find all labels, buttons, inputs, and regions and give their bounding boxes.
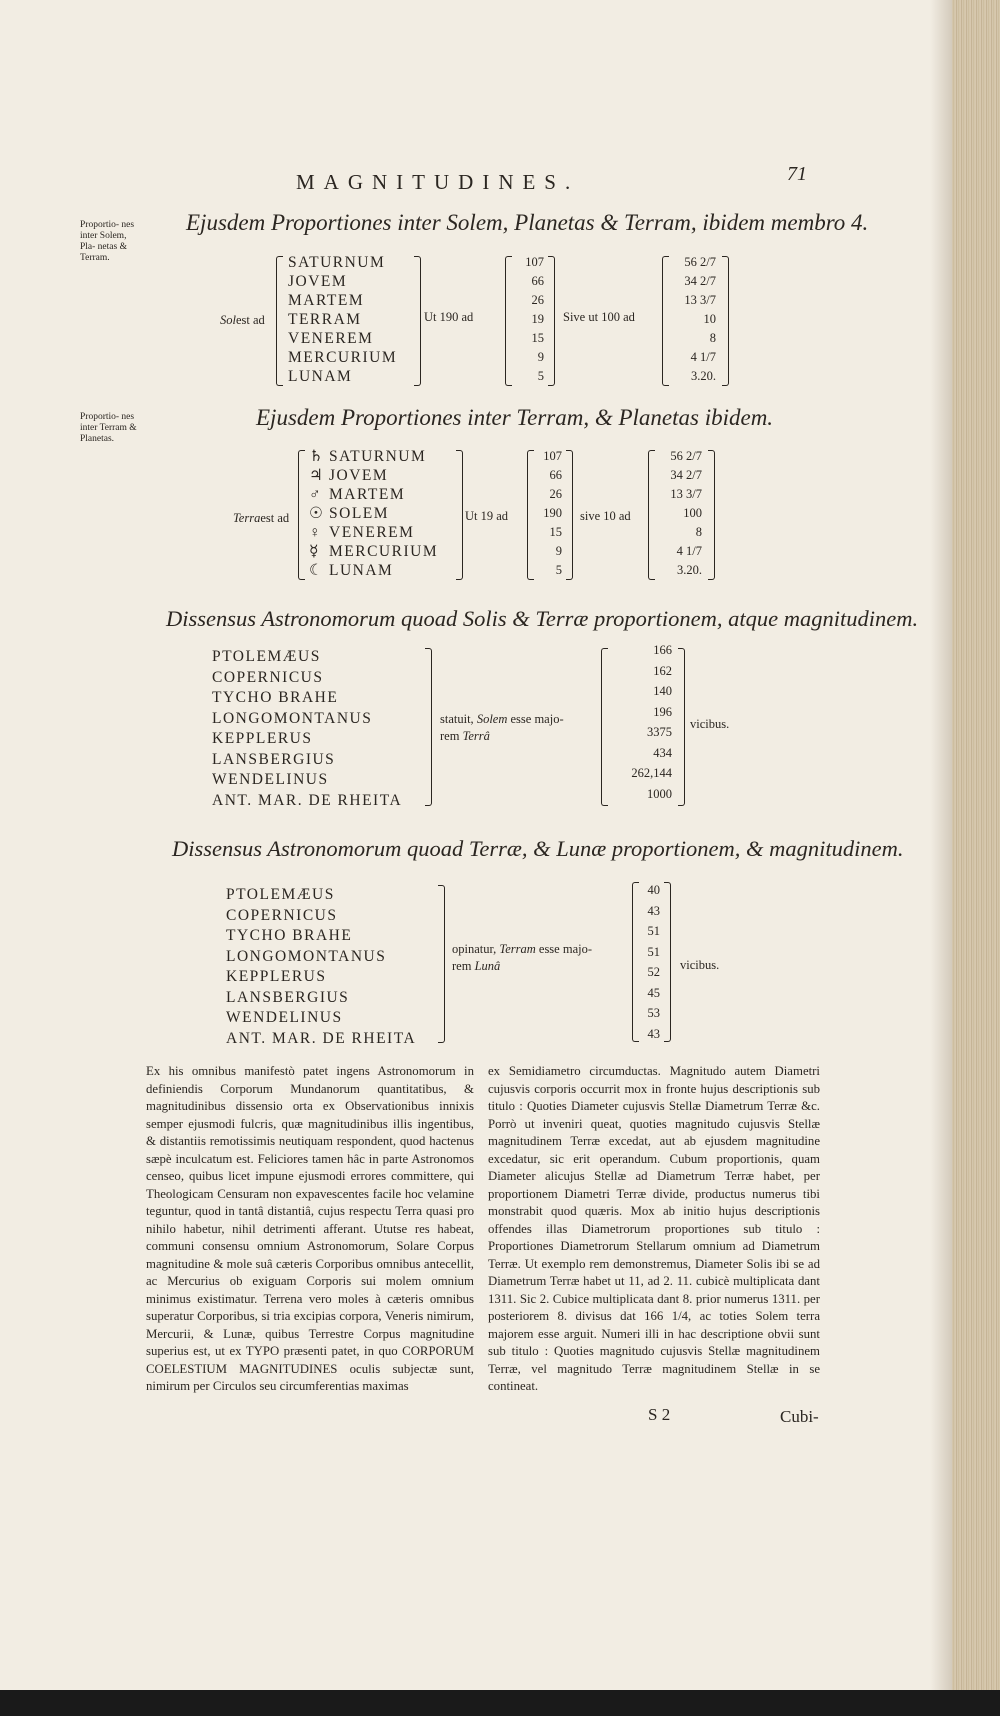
ratio-value: 262,144 xyxy=(631,766,672,780)
table3-brace-values-right xyxy=(678,648,685,806)
body-saturnum: SATURNUM xyxy=(288,254,386,271)
table2-title: Ejusdem Proportiones inter Terram, & Planetas ibidem. xyxy=(256,405,774,430)
table1-alt-ratios xyxy=(666,253,716,386)
astronomer-name: ANT. MAR. DE RHEITA xyxy=(226,1029,417,1047)
body-row: ♃ JOVEM xyxy=(309,467,389,484)
table3-astronomers xyxy=(212,647,402,811)
table3-values xyxy=(608,641,672,805)
table1-brace-right xyxy=(414,256,421,386)
ratio-value: 196 xyxy=(653,704,672,719)
ratio-value: 5 xyxy=(537,369,544,383)
table2-bodies xyxy=(309,447,438,580)
alt-ratio-value: 13 3/7 xyxy=(670,487,702,501)
ratio-value: 5 xyxy=(555,563,562,577)
alt-ratio-value: 34 2/7 xyxy=(684,274,716,288)
moon-symbol-icon: ☾ xyxy=(309,562,325,579)
ratio-value: 3375 xyxy=(647,725,672,739)
table2-brace-left xyxy=(298,450,305,580)
table1-subject-suffix: est ad xyxy=(235,313,265,327)
table4-phrase: opinatur, Terram esse majo- rem Lunâ xyxy=(452,942,592,973)
body-row: ♄ SATURNUM xyxy=(309,448,427,465)
alt-ratio-value: 56 2/7 xyxy=(684,255,716,269)
alt-ratio-value: 4 1/7 xyxy=(676,544,702,558)
table3-phrase: statuit, Solem esse majo- rem Terrâ xyxy=(440,712,564,743)
body-row: ☾ LUNAM xyxy=(309,562,394,579)
ratio-value: 107 xyxy=(543,449,562,463)
table1-subject-label xyxy=(220,312,265,329)
page-gutter-shadow xyxy=(930,0,952,1690)
astronomer-name: KEPPLERUS xyxy=(212,730,313,747)
ratio-value: 52 xyxy=(647,965,660,979)
ratio-value: 43 xyxy=(647,903,660,918)
ratio-value: 40 xyxy=(647,883,660,897)
table1-alt-label: Sive ut 100 ad xyxy=(563,310,635,324)
ratio-value: 66 xyxy=(531,274,544,288)
astronomer-name: LANSBERGIUS xyxy=(212,750,336,768)
alt-ratio-value: 4 1/7 xyxy=(690,350,716,364)
table1-brace-alt-right xyxy=(722,256,729,386)
table4-suffix: vicibus. xyxy=(680,958,720,972)
table2-subject: Terra xyxy=(233,511,261,525)
astronomer-name: WENDELINUS xyxy=(226,1009,343,1026)
ratio-value: 166 xyxy=(653,643,672,657)
catchword: Cubi- xyxy=(780,1407,819,1426)
astronomer-name: WENDELINUS xyxy=(212,771,329,788)
ratio-value: 15 xyxy=(549,525,562,539)
ratio-value: 162 xyxy=(653,663,672,678)
astronomer-name: KEPPLERUS xyxy=(226,968,327,985)
body-terram: TERRAM xyxy=(288,311,362,328)
margin-note-1: Proportio- nes inter Solem, Pla- netas & Terram. xyxy=(80,220,135,263)
ratio-value: 9 xyxy=(537,350,544,364)
ratio-value: 190 xyxy=(543,506,562,520)
table3-title: Dissensus Astronomorum quoad Solis & Terræ proportionem, atque magnitudinem. xyxy=(166,606,919,631)
body-jovem: JOVEM xyxy=(288,273,348,290)
body-row: ☉ SOLEM xyxy=(309,505,390,522)
table1-ratios xyxy=(512,253,544,386)
body-row: ☿ MERCURIUM xyxy=(309,543,439,560)
table2-ratios xyxy=(530,447,562,580)
astronomer-name: LONGOMONTANUS xyxy=(226,947,387,965)
astronomer-name: TYCHO BRAHE xyxy=(212,689,339,706)
astronomer-name: PTOLEMÆUS xyxy=(226,886,335,903)
ratio-value: 15 xyxy=(531,331,544,345)
running-title: MAGNITUDINES. xyxy=(296,170,580,194)
ratio-value: 140 xyxy=(653,684,672,698)
body-lunam: LUNAM xyxy=(288,368,353,385)
table4-values xyxy=(638,881,660,1045)
mars-symbol-icon: ♂ xyxy=(309,486,323,503)
table1-brace-ratios-left xyxy=(505,256,512,386)
table2-alt-label: sive 10 ad xyxy=(580,509,631,523)
table2-ratio-label: Ut 19 ad xyxy=(465,509,509,523)
table3-brace-values-left xyxy=(601,648,608,806)
alt-ratio-value: 8 xyxy=(709,331,716,345)
table1-bodies xyxy=(288,253,397,386)
ratio-value: 26 xyxy=(531,293,544,307)
table2-subject-label xyxy=(233,510,289,527)
table1-ratio-label: Ut 190 ad xyxy=(424,310,474,324)
table4-title: Dissensus Astronomorum quoad Terræ, & Lunæ proportionem, & magnitudinem. xyxy=(172,836,904,861)
saturn-symbol-icon: ♄ xyxy=(309,448,325,465)
alt-ratio-value: 56 2/7 xyxy=(670,449,702,463)
ratio-value: 43 xyxy=(647,1026,660,1041)
table1-subject: Sol xyxy=(220,313,236,327)
body-mercurium: MERCURIUM xyxy=(288,349,398,366)
table2-brace-alt-right xyxy=(708,450,715,580)
ratio-value: 51 xyxy=(647,944,660,959)
ratio-value: 19 xyxy=(531,312,544,326)
astronomer-name: LANSBERGIUS xyxy=(226,988,350,1006)
table3-brace-right xyxy=(425,648,432,806)
astronomer-name: TYCHO BRAHE xyxy=(226,927,353,944)
alt-ratio-value: 13 3/7 xyxy=(684,293,716,307)
jupiter-symbol-icon: ♃ xyxy=(309,467,325,484)
table3-suffix: vicibus. xyxy=(690,717,730,731)
table2-brace-right xyxy=(456,450,463,580)
body-venerem: VENEREM xyxy=(288,330,374,347)
astronomer-name: PTOLEMÆUS xyxy=(212,648,321,665)
table4-brace-right xyxy=(438,885,445,1043)
sun-symbol-icon: ☉ xyxy=(309,505,325,522)
table1-title: Ejusdem Proportiones inter Solem, Planetas & Terram, ibidem membro 4. xyxy=(186,210,869,235)
ratio-value: 66 xyxy=(549,468,562,482)
ratio-value: 9 xyxy=(555,544,562,558)
astronomer-name: ANT. MAR. DE RHEITA xyxy=(212,791,403,809)
table4-astronomers xyxy=(226,885,416,1049)
venus-symbol-icon: ♀ xyxy=(309,524,323,541)
signature-mark: S 2 xyxy=(648,1405,671,1424)
ratio-value: 45 xyxy=(647,985,660,1000)
table4-brace-values-right xyxy=(664,882,671,1042)
table1-brace-ratios-right xyxy=(548,256,555,386)
page-number: 71 xyxy=(787,163,807,185)
ratio-value: 1000 xyxy=(647,786,672,801)
table2-alt-ratios xyxy=(652,447,702,580)
astronomer-name: COPERNICUS xyxy=(226,906,338,924)
body-martem: MARTEM xyxy=(288,292,365,309)
alt-ratio-value: 8 xyxy=(695,525,702,539)
ratio-value: 107 xyxy=(525,255,544,269)
margin-note-2: Proportio- nes inter Terram & Planetas. xyxy=(80,412,137,444)
alt-ratio-value: 34 2/7 xyxy=(670,468,702,482)
page-edges xyxy=(952,0,1000,1690)
astronomer-name: COPERNICUS xyxy=(212,668,324,686)
table1-brace-left xyxy=(276,256,283,386)
astronomer-name: LONGOMONTANUS xyxy=(212,709,373,727)
alt-ratio-value: 3.20. xyxy=(677,563,702,577)
alt-ratio-value: 3.20. xyxy=(691,369,716,383)
table2-brace-ratios-right xyxy=(566,450,573,580)
body-row: ♂ MARTEM xyxy=(309,486,406,503)
alt-ratio-value: 100 xyxy=(683,506,702,520)
ratio-value: 51 xyxy=(647,924,660,938)
body-text-left-column: Ex his omnibus manifestò patet ingens Astronomorum in definiendis Corporum Mundanorum quantitatibus, & magnitudinibus dissensio orta ex Observationibus innixis semper ejusmodi fulcris, quæ magnitudinibus illis ingentibus, & distantiis remotissimis neutiquam respondent, quod hactenus sæpè inculcatum est. Feliciores tamen hâc in parte Astronomos censeo, quibus licet impune ejusmodi errores committere, qui Theologicam Censuram non expavescentes facile hoc velamine teguntur, quod in tantâ distantiâ, cujus respectu Terra quasi pro nihilo habetur, nihil detrimenti afferant. Ututse res habeat, communi consensu omnium Astronomorum, Solare Corpus magnitudine & mole suâ cæteris Corporibus omnibus antecellit, ac Mercurius ob exiguam Corporis sui molem omnium minimus existimatur. Terrena vero moles à cæteris omnibus superatur Corporibus, si tria excipias corpora, Veneris nimirum, Mercurii, & Lunæ, quibus Terrestre Corpus magnitudine superius est, ut ex TYPO præsenti patet, in quo CORPORUM COELESTIUM MAGNITUDINES oculis subjectæ sunt, nimirum per Circulos seu circumferentias maximas xyxy=(146,1064,474,1393)
body-text-right-column: ex Semidiametro circumductas. Magnitudo autem Diametri cujusvis corporis occurrit mox in fronte hujus descriptionis sub titulo : Quoties Diameter cujusvis Stellæ Diametrum Terræ &c. Porrò ut inveniri queat, quoties magnitudo cujusvis Stellæ magnitudinem Terræ excedat, aut ab ejusdem magnitudine excedatur, sic erit operandum. Cubum proportionis, quam Diameter alicujus Stellæ ad Diametrum Terræ habet, per proportionem Diametri Terræ divide, productus numerus tibi monstrabit quod quæris. Mox ab initio hujus descriptionis offendes illas Diametrorum proportiones sub titulo : Proportiones Diametrorum Stellarum omnium ad Diametrum Terræ. Ut exemplo rem demonstremus, Diameter Solis ibi se ad Diametrum Terræ habet ut 11, ad 2. 11. cubicè multiplicata dant 1311. Sic 2. Cubice multiplicata dant 8. prior numerus 1311. per posteriorem 8. divisus dat 166 1/4, ac toties Solem terra majorem esse arguit. Numeri illi in hac descriptione obvii sunt sub titulo : Quoties magnitudo cujusvis Stellæ magnitudinem Terræ, vel magnitudo Terræ magnitudinem Stellæ in se contineat. xyxy=(488,1064,820,1393)
body-row: ♀ VENEREM xyxy=(309,524,415,541)
table2-subject-suffix: est ad xyxy=(260,511,290,525)
ratio-value: 53 xyxy=(647,1006,660,1020)
mercury-symbol-icon: ☿ xyxy=(309,543,321,560)
ratio-value: 26 xyxy=(549,487,562,501)
alt-ratio-value: 10 xyxy=(703,312,716,326)
ratio-value: 434 xyxy=(653,745,672,760)
